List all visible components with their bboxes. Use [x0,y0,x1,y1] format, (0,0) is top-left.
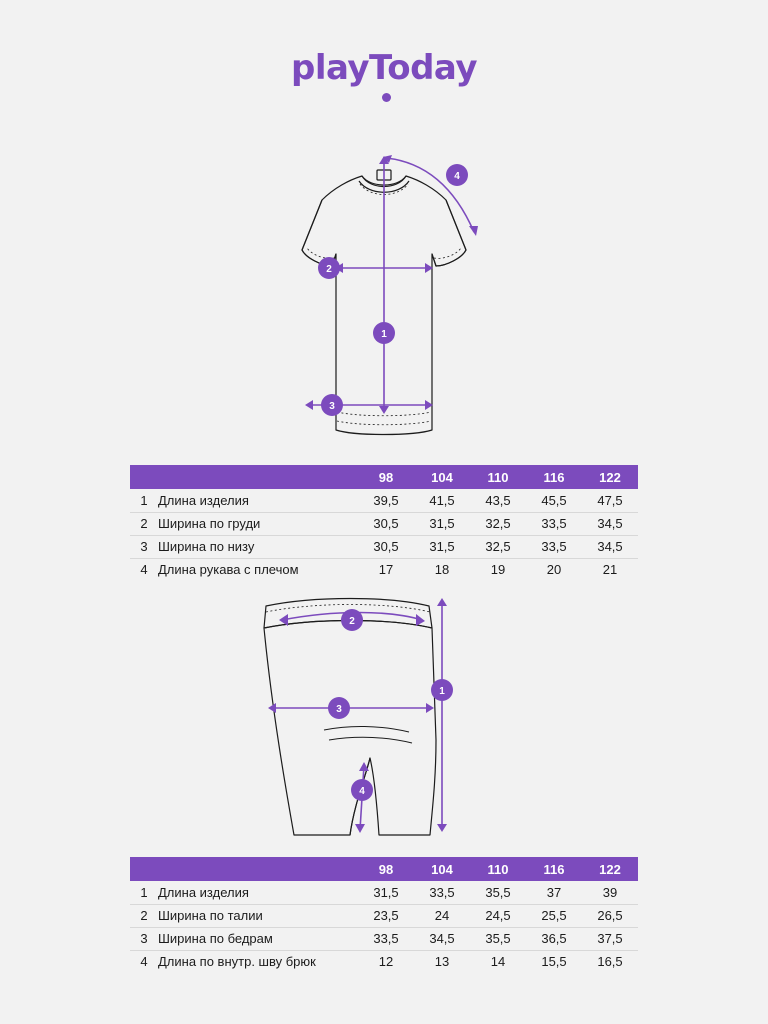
row-value: 12 [378,954,394,970]
header-number [130,465,158,489]
header-size-104: 104 [431,861,453,877]
row-number: 4 [140,562,148,578]
row-value: 30,5 [373,539,399,554]
row-value: 34,5 [429,931,455,946]
header-size-110: 110 [487,861,509,877]
marker-3: 3 [336,704,342,715]
marker-1: 1 [381,329,387,340]
row-value: 18 [434,562,450,578]
marker-1: 1 [439,686,445,697]
header-size-110: 110 [487,469,509,485]
header-label [158,857,358,881]
row-value: 39 [602,884,618,900]
table-row [130,904,638,927]
row-label: Ширина по бедрам [158,931,273,946]
row-value: 33,5 [541,516,567,531]
row-value: 32,5 [485,539,511,554]
row-number: 3 [140,539,148,554]
row-value: 39,5 [373,492,399,508]
marker-2: 2 [326,264,332,275]
row-value: 37 [546,884,562,900]
row-value: 16,5 [597,954,623,970]
marker-2: 2 [349,616,355,627]
row-value: 25,5 [541,908,567,923]
header-size-122: 122 [599,469,621,485]
row-value: 45,5 [541,492,567,508]
row-label: Ширина по талии [158,908,263,923]
header-size-116: 116 [543,469,565,485]
table-row [130,535,638,558]
table-row [130,927,638,950]
header-number [130,857,158,881]
table-header-row [130,465,638,489]
tshirt-size-table [130,465,638,581]
row-value: 34,5 [597,539,623,554]
row-value: 35,5 [485,884,511,900]
row-value: 31,5 [373,884,399,900]
row-value: 24 [434,908,450,923]
shorts-size-table [130,857,638,973]
row-value: 33,5 [429,884,455,900]
header-size-98: 98 [378,861,394,877]
row-value: 31,5 [429,539,455,554]
row-value: 15,5 [541,954,567,970]
header-size-116: 116 [543,861,565,877]
row-value: 37,5 [597,931,623,946]
row-label: Длина изделия [158,884,249,900]
row-value: 20 [546,562,562,578]
row-value: 21 [602,562,618,578]
row-number: 2 [140,516,148,531]
marker-4: 4 [359,786,365,797]
row-value: 34,5 [597,516,623,531]
shorts-illustration [0,590,768,855]
header-size-122: 122 [599,861,621,877]
row-value: 30,5 [373,516,399,531]
brand-logo [0,48,768,88]
row-label: Длина по внутр. шву брюк [158,954,316,970]
row-number: 4 [140,954,148,970]
table-row [130,489,638,512]
table-header-row [130,857,638,881]
row-value: 33,5 [541,539,567,554]
table-row [130,881,638,904]
header-label [158,465,358,489]
logo-dot [382,93,391,102]
row-label: Длина рукава с плечом [158,562,299,578]
row-label: Ширина по груди [158,516,261,531]
row-value: 13 [434,954,450,970]
row-number: 3 [140,931,148,946]
row-value: 41,5 [429,492,455,508]
row-label: Ширина по низу [158,539,255,554]
table-row [130,512,638,535]
row-value: 43,5 [485,492,511,508]
row-value: 32,5 [485,516,511,531]
header-size-98: 98 [378,469,394,485]
row-number: 1 [140,884,148,900]
marker-3: 3 [329,401,335,412]
row-value: 33,5 [373,931,399,946]
row-value: 35,5 [485,931,511,946]
row-value: 14 [490,954,506,970]
tshirt-illustration [0,140,768,450]
row-number: 2 [140,908,148,923]
row-value: 23,5 [373,908,399,923]
row-value: 24,5 [485,908,511,923]
row-value: 19 [490,562,506,578]
row-value: 47,5 [597,492,623,508]
table-row [130,558,638,581]
marker-4: 4 [454,171,460,182]
row-value: 26,5 [597,908,623,923]
header-size-104: 104 [431,469,453,485]
row-label: Длина изделия [158,492,249,508]
row-number: 1 [140,492,148,508]
brand-name: playToday [291,48,477,88]
row-value: 36,5 [541,931,567,946]
row-value: 31,5 [429,516,455,531]
row-value: 17 [378,562,394,578]
table-row [130,950,638,973]
